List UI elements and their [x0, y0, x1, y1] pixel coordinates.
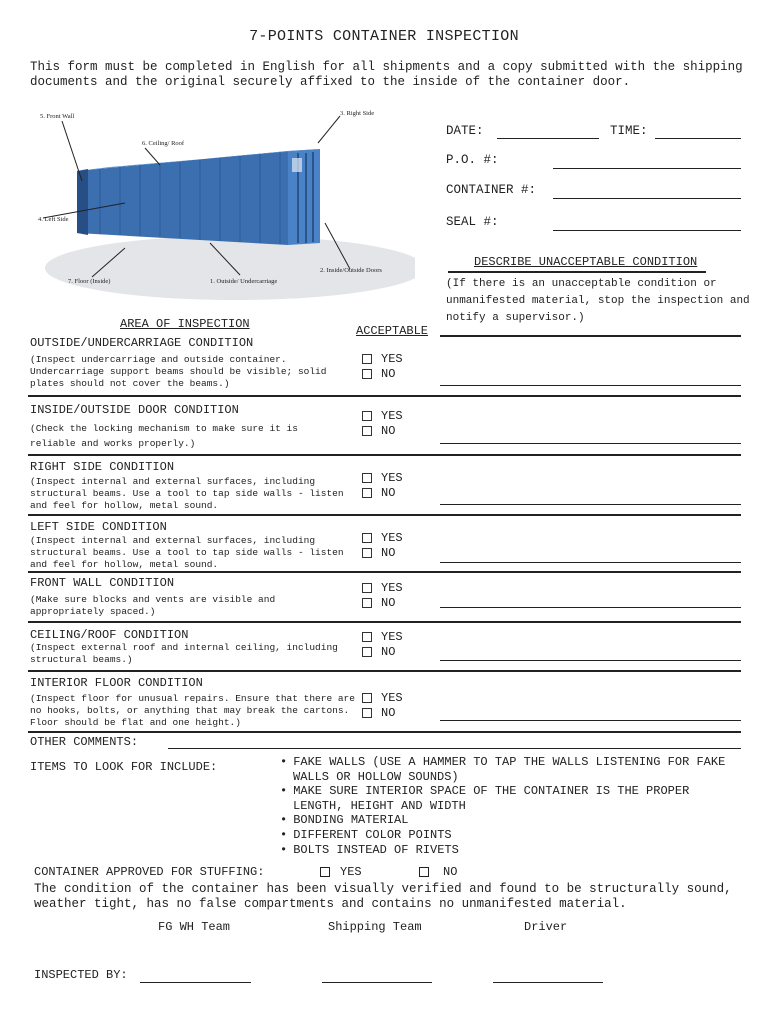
condition-line[interactable] [440, 660, 741, 661]
approval-yes-option[interactable] [320, 865, 362, 880]
checkbox[interactable] [362, 533, 372, 543]
no-option[interactable] [362, 546, 395, 561]
other-comments-field[interactable] [168, 748, 741, 749]
approval-yes-label: YES [340, 865, 362, 879]
section-divider [28, 670, 741, 672]
yes-label: YES [381, 471, 403, 485]
checkbox[interactable] [362, 369, 372, 379]
no-option[interactable] [362, 424, 395, 439]
no-label: NO [381, 546, 396, 560]
yes-option[interactable] [362, 352, 403, 367]
checkbox[interactable] [419, 867, 429, 877]
no-option[interactable] [362, 645, 395, 660]
date-field[interactable] [497, 138, 599, 139]
condition-line[interactable] [440, 562, 741, 563]
section-title: FRONT WALL CONDITION [30, 576, 175, 590]
signature-line-team2[interactable] [322, 982, 432, 983]
statement-text: The condition of the container has been visually verified and found to be structurally sound, weather tight, has no false compartments and contains no unmanifested material. [34, 882, 732, 911]
checkbox[interactable] [362, 708, 372, 718]
describe-divider [448, 271, 706, 273]
no-label: NO [381, 486, 396, 500]
signature-line-team1[interactable] [140, 982, 251, 983]
label-front-wall: 5. Front Wall [40, 113, 75, 120]
condition-line[interactable] [440, 443, 741, 444]
po-field[interactable] [553, 168, 741, 169]
label-left-side: 4. Left Side [38, 216, 69, 223]
po-label: P.O. #: [446, 153, 499, 167]
no-option[interactable] [362, 706, 395, 721]
checkbox[interactable] [362, 473, 372, 483]
section-desc: (Inspect internal and external surfaces, including structural beams. Use a tool to tap side walls - listen and feel for hollow, metal sound. [30, 535, 344, 570]
condition-line[interactable] [440, 607, 741, 608]
label-doors: 2. Inside/Outside Doors [320, 267, 382, 274]
checkbox[interactable] [362, 598, 372, 608]
no-label: NO [381, 596, 396, 610]
no-option[interactable] [362, 367, 395, 382]
approval-no-option[interactable] [419, 865, 457, 880]
section-title: OUTSIDE/UNDERCARRIAGE CONDITION [30, 336, 254, 350]
yes-label: YES [381, 630, 403, 644]
no-option[interactable] [362, 596, 395, 611]
section-divider [28, 514, 741, 516]
time-label: TIME: [610, 124, 648, 138]
approval-label: CONTAINER APPROVED FOR STUFFING: [34, 865, 265, 879]
no-option[interactable] [362, 486, 395, 501]
list-item: • FAKE WALLS (USE A HAMMER TO TAP THE WALLS LISTENING FOR FAKE WALLS OR HOLLOW SOUNDS) [280, 755, 740, 784]
container-label: CONTAINER #: [446, 183, 537, 197]
signature-team3: Driver [524, 920, 568, 934]
no-label: NO [381, 645, 396, 659]
label-right-side: 3. Right Side [340, 110, 375, 117]
list-item: • DIFFERENT COLOR POINTS [280, 828, 740, 843]
section-divider [28, 571, 741, 573]
checkbox[interactable] [362, 354, 372, 364]
checkbox[interactable] [362, 488, 372, 498]
condition-line[interactable] [440, 720, 741, 721]
signature-team2: Shipping Team [328, 920, 422, 934]
section-divider [28, 621, 741, 623]
container-diagram [30, 103, 415, 313]
section-desc: (Inspect internal and external surfaces, including structural beams. Use a tool to tap side walls - listen and feel for hollow, metal sound. [30, 476, 344, 511]
yes-label: YES [381, 531, 403, 545]
yes-option[interactable] [362, 409, 403, 424]
no-label: NO [381, 424, 396, 438]
yes-option[interactable] [362, 691, 403, 706]
intro-text: This form must be completed in English for all shipments and a copy submitted with the shipping documents and the original securely affixed to the inside of the container door. [30, 60, 743, 89]
checkbox[interactable] [362, 411, 372, 421]
inspected-by-label: INSPECTED BY: [34, 968, 128, 982]
list-item: • MAKE SURE INTERIOR SPACE OF THE CONTAINER IS THE PROPER LENGTH, HEIGHT AND WIDTH [280, 784, 740, 813]
seal-label: SEAL #: [446, 215, 499, 229]
checkbox[interactable] [362, 632, 372, 642]
container-field[interactable] [553, 198, 741, 199]
no-label: NO [381, 367, 396, 381]
yes-label: YES [381, 581, 403, 595]
seal-field[interactable] [553, 230, 741, 231]
section-title: CEILING/ROOF CONDITION [30, 628, 189, 642]
section-desc: (Inspect undercarriage and outside container. Undercarriage support beams should be visible; solid plates should not cover the beams.) [30, 354, 327, 389]
column-acceptable: ACCEPTABLE [356, 324, 429, 338]
section-divider [28, 731, 741, 733]
label-floor: 7. Floor (Inside) [68, 278, 111, 285]
no-label: NO [381, 706, 396, 720]
approval-no-label: NO [443, 865, 458, 879]
yes-option[interactable] [362, 531, 403, 546]
yes-option[interactable] [362, 581, 403, 596]
checkbox[interactable] [362, 583, 372, 593]
label-ceiling-roof: 6. Ceiling/ Roof [142, 140, 185, 147]
yes-label: YES [381, 691, 403, 705]
section-title: INSIDE/OUTSIDE DOOR CONDITION [30, 403, 239, 417]
checkbox[interactable] [362, 693, 372, 703]
yes-label: YES [381, 352, 403, 366]
section-desc: (Inspect floor for unusual repairs. Ensure that there are no hooks, bolts, or anything that may break the cartons. Floor should be flat and one height.) [30, 693, 355, 728]
other-comments-label: OTHER COMMENTS: [30, 735, 139, 749]
page-title: 7-POINTS CONTAINER INSPECTION [249, 28, 519, 45]
describe-title: DESCRIBE UNACCEPTABLE CONDITION [474, 255, 698, 269]
checkbox[interactable] [362, 647, 372, 657]
signature-line-team3[interactable] [493, 982, 603, 983]
checkbox[interactable] [320, 867, 330, 877]
signature-team1: FG WH Team [158, 920, 231, 934]
column-area: AREA OF INSPECTION [120, 317, 250, 331]
section-divider [28, 454, 741, 456]
condition-line[interactable] [440, 504, 741, 505]
date-label: DATE: [446, 124, 484, 138]
checkbox[interactable] [362, 548, 372, 558]
time-field[interactable] [655, 138, 741, 139]
items-list [280, 755, 740, 857]
describe-top-line [440, 335, 741, 337]
describe-note: (If there is an unacceptable condition or unmanifested material, stop the inspection and notify a supervisor.) [446, 278, 750, 324]
yes-option[interactable] [362, 630, 403, 645]
section-divider [28, 395, 741, 397]
section-desc: (Make sure blocks and vents are visible and appropriately spaced.) [30, 594, 276, 617]
condition-line[interactable] [440, 385, 741, 386]
list-item: • BOLTS INSTEAD OF RIVETS [280, 843, 740, 858]
checkbox[interactable] [362, 426, 372, 436]
section-desc: (Inspect external roof and internal ceiling, including structural beams.) [30, 642, 338, 665]
label-outside: 1. Outside/ Undercarriage [210, 278, 278, 285]
items-label: ITEMS TO LOOK FOR INCLUDE: [30, 760, 218, 774]
section-title: RIGHT SIDE CONDITION [30, 460, 175, 474]
section-title: INTERIOR FLOOR CONDITION [30, 676, 203, 690]
section-desc: (Check the locking mechanism to make sure it is reliable and works properly.) [30, 423, 298, 449]
list-item: • BONDING MATERIAL [280, 813, 740, 828]
yes-label: YES [381, 409, 403, 423]
yes-option[interactable] [362, 471, 403, 486]
section-title: LEFT SIDE CONDITION [30, 520, 167, 534]
